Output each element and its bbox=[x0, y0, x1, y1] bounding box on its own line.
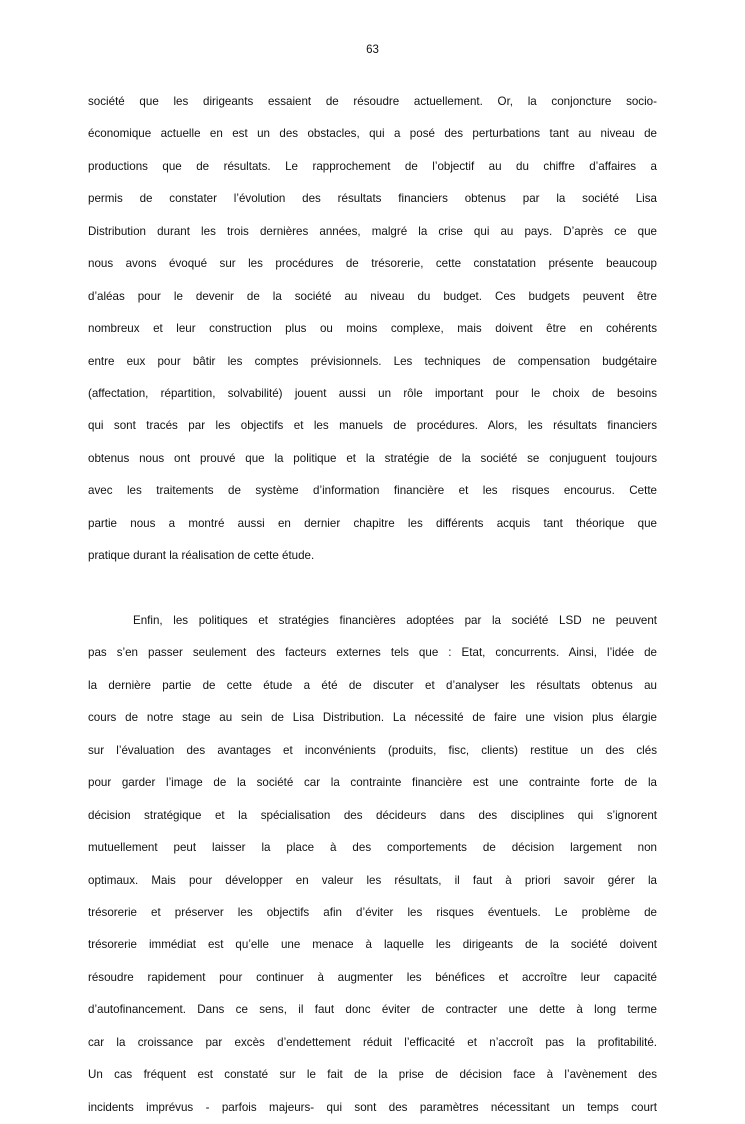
text-line: Enfin, les politiques et stratégies financières adoptées par la société LSD ne peuvent bbox=[133, 614, 657, 627]
text-line: cours de notre stage au sein de Lisa Distribution. La nécessité de faire une vision plus élargie bbox=[88, 711, 657, 725]
text-line: pas s’en passer seulement des facteurs externes tels que : Etat, concurrents. Ainsi, l’idée de bbox=[88, 646, 657, 660]
text-line: nombreux et leur construction plus ou moins complexe, mais doivent être en cohérents bbox=[88, 322, 657, 336]
paragraph-gap bbox=[88, 573, 657, 605]
text-line: productions que de résultats. Le rapprochement de l’objectif au du chiffre d’affaires a bbox=[88, 159, 657, 173]
text-line: économique actuelle en est un des obstacles, qui a posé des perturbations tant au niveau de bbox=[88, 127, 657, 141]
text-line: trésorerie immédiat est qu’elle une menace à laquelle les dirigeants de la société doivent bbox=[88, 938, 657, 952]
paragraph-1 bbox=[88, 86, 657, 573]
text-line: décision stratégique et la spécialisation des décideurs dans des disciplines qui s’ignorent bbox=[88, 808, 657, 822]
text-line: car la croissance par excès d’endettement réduit l’efficacité et n’accroît pas la profitabilité. bbox=[88, 1035, 657, 1049]
text-line: Un cas fréquent est constaté sur le fait de la prise de décision face à l’avènement des bbox=[88, 1068, 657, 1082]
text-line: qui sont tracés par les objectifs et les manuels de procédures. Alors, les résultats financiers bbox=[88, 419, 657, 433]
text-line: la dernière partie de cette étude a été de discuter et d’analyser les résultats obtenus au bbox=[88, 678, 657, 692]
text-line: mutuellement peut laisser la place à des comportements de décision largement non bbox=[88, 841, 657, 855]
text-line: partie nous a montré aussi en dernier chapitre les différents acquis tant théorique que bbox=[88, 516, 657, 530]
text-line: avec les traitements de système d’information financière et les risques encourus. Cette bbox=[88, 484, 657, 498]
text-line: pour garder l’image de la société car la contrainte financière est une contrainte forte de la bbox=[88, 776, 657, 790]
text-line: permis de constater l’évolution des résultats financiers obtenus par la société Lisa bbox=[88, 192, 657, 206]
text-line: d’aléas pour le devenir de la société au niveau du budget. Ces budgets peuvent être bbox=[88, 289, 657, 303]
paragraph-2 bbox=[88, 605, 657, 1124]
body-text bbox=[88, 86, 657, 1124]
page-number: 63 bbox=[366, 44, 379, 56]
text-line: Distribution durant les trois dernières années, malgré la crise qui au pays. D’après ce que bbox=[88, 224, 657, 238]
text-line: pratique durant la réalisation de cette étude. bbox=[88, 549, 315, 563]
text-line: résoudre rapidement pour continuer à augmenter les bénéfices et accroître leur capacité bbox=[88, 970, 657, 984]
text-line: obtenus nous ont prouvé que la politique et la stratégie de la société se conjuguent toujours bbox=[88, 451, 657, 465]
text-line: société que les dirigeants essaient de résoudre actuellement. Or, la conjoncture socio- bbox=[88, 95, 657, 108]
text-line: sur l’évaluation des avantages et inconvénients (produits, fisc, clients) restitue un des clés bbox=[88, 743, 657, 757]
text-line: nous avons évoqué sur les procédures de trésorerie, cette constatation présente beaucoup bbox=[88, 257, 657, 271]
text-line: entre eux pour bâtir les comptes prévisionnels. Les techniques de compensation budgétaire bbox=[88, 354, 657, 368]
text-line: optimaux. Mais pour développer en valeur les résultats, il faut à priori savoir gérer la bbox=[88, 873, 657, 887]
text-line: incidents imprévus - parfois majeurs- qui sont des paramètres nécessitant un temps court bbox=[88, 1100, 657, 1114]
text-line: trésorerie et préserver les objectifs afin d’éviter les risques éventuels. Le problème de bbox=[88, 905, 657, 919]
text-line: d’autofinancement. Dans ce sens, il faut donc éviter de contracter une dette à long terme bbox=[88, 1003, 657, 1017]
text-line: (affectation, répartition, solvabilité) jouent aussi un rôle important pour le choix de besoins bbox=[88, 386, 657, 400]
